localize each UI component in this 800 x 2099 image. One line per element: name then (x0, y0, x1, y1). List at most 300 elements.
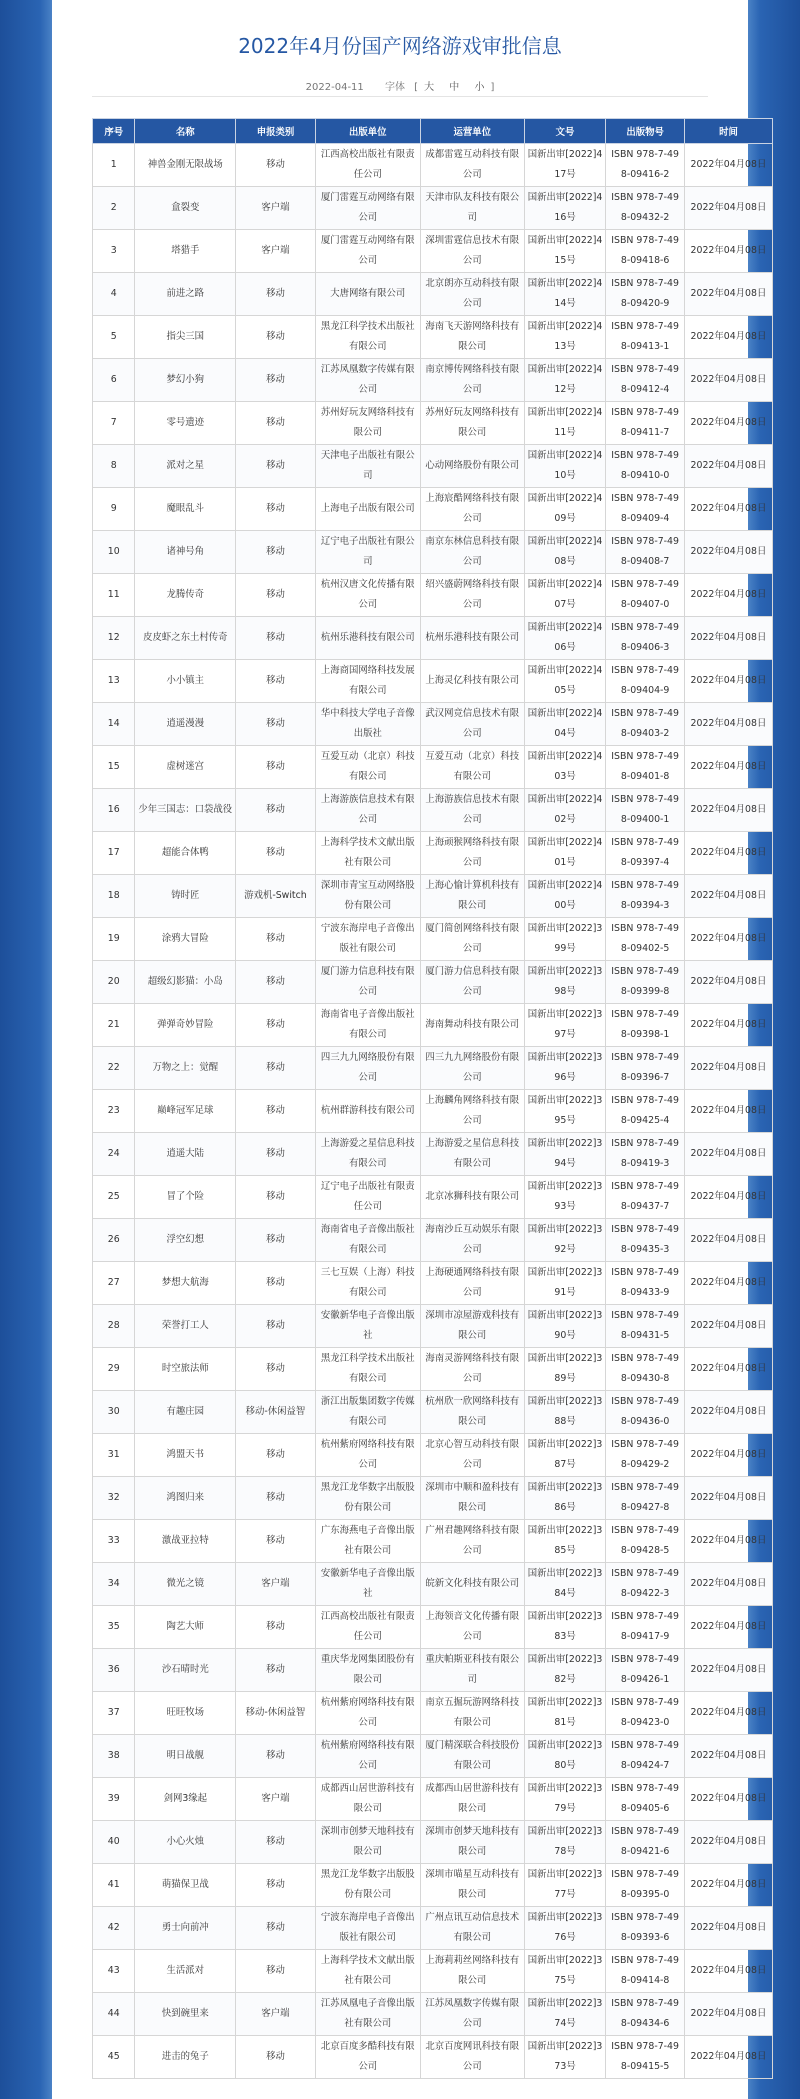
cell-date: 2022年04月08日 (684, 359, 772, 402)
cell-date: 2022年04月08日 (684, 1821, 772, 1864)
cell-doc-no: 国新出审[2022]382号 (524, 1649, 606, 1692)
cell-publisher: 苏州好玩友网络科技有限公司 (315, 402, 420, 445)
cell-name: 进击的兔子 (135, 2036, 236, 2079)
cell-doc-no: 国新出审[2022]379号 (524, 1778, 606, 1821)
cell-publisher: 上海游爱之星信息科技有限公司 (315, 1133, 420, 1176)
cell-isbn: ISBN 978-7-498-09415-5 (606, 2036, 685, 2079)
cell-publisher: 广东海燕电子音像出版社有限公司 (315, 1520, 420, 1563)
cell-category: 移动 (236, 402, 316, 445)
cell-operator: 深圳市中顺和盈科技有限公司 (420, 1477, 524, 1520)
cell-publisher: 江苏凤凰电子音像出版社有限公司 (315, 1993, 420, 2036)
cell-name: 激战亚拉特 (135, 1520, 236, 1563)
cell-category: 移动 (236, 1520, 316, 1563)
cell-index: 26 (93, 1219, 135, 1262)
cell-index: 28 (93, 1305, 135, 1348)
table-row (93, 1434, 773, 1477)
cell-category: 客户端 (236, 230, 316, 273)
cell-publisher: 辽宁电子出版社有限公司 (315, 531, 420, 574)
cell-index: 6 (93, 359, 135, 402)
cell-isbn: ISBN 978-7-498-09421-6 (606, 1821, 685, 1864)
cell-date: 2022年04月08日 (684, 1778, 772, 1821)
cell-category: 移动-休闲益智 (236, 1692, 316, 1735)
table-row (93, 1606, 773, 1649)
font-size-medium-button[interactable]: 中 (449, 82, 460, 93)
cell-name: 涂鸦大冒险 (135, 918, 236, 961)
cell-date: 2022年04月08日 (684, 1606, 772, 1649)
cell-doc-no: 国新出审[2022]385号 (524, 1520, 606, 1563)
cell-category: 移动 (236, 316, 316, 359)
column-header-category: 申报类别 (236, 119, 316, 144)
cell-operator: 江苏凤凰数字传媒有限公司 (420, 1993, 524, 2036)
cell-index: 38 (93, 1735, 135, 1778)
cell-category: 移动 (236, 359, 316, 402)
cell-index: 25 (93, 1176, 135, 1219)
cell-operator: 杭州乐港科技有限公司 (420, 617, 524, 660)
table-row (93, 832, 773, 875)
cell-doc-no: 国新出审[2022]411号 (524, 402, 606, 445)
cell-index: 14 (93, 703, 135, 746)
cell-index: 1 (93, 144, 135, 187)
cell-index: 2 (93, 187, 135, 230)
table-row (93, 1950, 773, 1993)
cell-publisher: 安徽新华电子音像出版社 (315, 1305, 420, 1348)
cell-doc-no: 国新出审[2022]393号 (524, 1176, 606, 1219)
cell-operator: 北京冰狮科技有限公司 (420, 1176, 524, 1219)
cell-publisher: 杭州紫府网络科技有限公司 (315, 1434, 420, 1477)
cell-index: 34 (93, 1563, 135, 1606)
cell-isbn: ISBN 978-7-498-09409-4 (606, 488, 685, 531)
cell-doc-no: 国新出审[2022]413号 (524, 316, 606, 359)
table-row (93, 746, 773, 789)
cell-publisher: 江西高校出版社有限责任公司 (315, 144, 420, 187)
cell-index: 21 (93, 1004, 135, 1047)
cell-doc-no: 国新出审[2022]387号 (524, 1434, 606, 1477)
cell-index: 43 (93, 1950, 135, 1993)
cell-publisher: 杭州群游科技有限公司 (315, 1090, 420, 1133)
table-row (93, 703, 773, 746)
cell-date: 2022年04月08日 (684, 1434, 772, 1477)
cell-name: 前进之路 (135, 273, 236, 316)
cell-isbn: ISBN 978-7-498-09412-4 (606, 359, 685, 402)
cell-isbn: ISBN 978-7-498-09405-6 (606, 1778, 685, 1821)
table-row (93, 316, 773, 359)
cell-index: 20 (93, 961, 135, 1004)
cell-category: 移动 (236, 617, 316, 660)
cell-category: 移动 (236, 1219, 316, 1262)
table-row (93, 1219, 773, 1262)
cell-index: 4 (93, 273, 135, 316)
font-size-label: 字体 (384, 82, 405, 93)
cell-operator: 上海莉莉丝网络科技有限公司 (420, 1950, 524, 1993)
cell-isbn: ISBN 978-7-498-09401-8 (606, 746, 685, 789)
table-row (93, 445, 773, 488)
table-row (93, 1004, 773, 1047)
cell-operator: 厦门简创网络科技有限公司 (420, 918, 524, 961)
cell-publisher: 安徽新华电子音像出版社 (315, 1563, 420, 1606)
cell-category: 移动 (236, 918, 316, 961)
cell-category: 移动 (236, 273, 316, 316)
cell-publisher: 上海科学技术文献出版社有限公司 (315, 1950, 420, 1993)
cell-name: 诸神号角 (135, 531, 236, 574)
cell-publisher: 杭州汉唐文化传播有限公司 (315, 574, 420, 617)
cell-category: 移动 (236, 1649, 316, 1692)
cell-isbn: ISBN 978-7-498-09420-9 (606, 273, 685, 316)
cell-index: 40 (93, 1821, 135, 1864)
cell-index: 32 (93, 1477, 135, 1520)
cell-publisher: 上海科学技术文献出版社有限公司 (315, 832, 420, 875)
cell-category: 客户端 (236, 1563, 316, 1606)
cell-category: 游戏机-Switch (236, 875, 316, 918)
cell-operator: 上海麟角网络科技有限公司 (420, 1090, 524, 1133)
cell-doc-no: 国新出审[2022]405号 (524, 660, 606, 703)
cell-date: 2022年04月08日 (684, 746, 772, 789)
table-row (93, 789, 773, 832)
cell-isbn: ISBN 978-7-498-09413-1 (606, 316, 685, 359)
cell-publisher: 黑龙江科学技术出版社有限公司 (315, 316, 420, 359)
cell-publisher: 上海商国网络科技发展有限公司 (315, 660, 420, 703)
cell-operator: 心动网络股份有限公司 (420, 445, 524, 488)
cell-isbn: ISBN 978-7-498-09403-2 (606, 703, 685, 746)
cell-category: 移动 (236, 1907, 316, 1950)
cell-doc-no: 国新出审[2022]377号 (524, 1864, 606, 1907)
table-row (93, 1047, 773, 1090)
cell-category: 移动 (236, 1305, 316, 1348)
cell-category: 移动-休闲益智 (236, 1391, 316, 1434)
table-row (93, 1090, 773, 1133)
cell-doc-no: 国新出审[2022]391号 (524, 1262, 606, 1305)
cell-name: 少年三国志：口袋战役 (135, 789, 236, 832)
cell-doc-no: 国新出审[2022]398号 (524, 961, 606, 1004)
cell-date: 2022年04月08日 (684, 1133, 772, 1176)
cell-isbn: ISBN 978-7-498-09399-8 (606, 961, 685, 1004)
cell-category: 移动 (236, 832, 316, 875)
cell-isbn: ISBN 978-7-498-09394-3 (606, 875, 685, 918)
cell-date: 2022年04月08日 (684, 703, 772, 746)
cell-name: 梦幻小狗 (135, 359, 236, 402)
cell-name: 生活派对 (135, 1950, 236, 1993)
cell-index: 15 (93, 746, 135, 789)
cell-doc-no: 国新出审[2022]396号 (524, 1047, 606, 1090)
cell-date: 2022年04月08日 (684, 445, 772, 488)
cell-operator: 上海心愉计算机科技有限公司 (420, 875, 524, 918)
cell-publisher: 厦门雷霆互动网络有限公司 (315, 230, 420, 273)
cell-name: 逍遥漫漫 (135, 703, 236, 746)
cell-date: 2022年04月08日 (684, 875, 772, 918)
cell-category: 移动 (236, 1262, 316, 1305)
cell-date: 2022年04月08日 (684, 1348, 772, 1391)
cell-date: 2022年04月08日 (684, 1391, 772, 1434)
column-header-doc-no: 文号 (524, 119, 606, 144)
cell-category: 移动 (236, 1864, 316, 1907)
cell-doc-no: 国新出审[2022]408号 (524, 531, 606, 574)
cell-operator: 广州君趣网络科技有限公司 (420, 1520, 524, 1563)
cell-name: 微光之镜 (135, 1563, 236, 1606)
cell-category: 移动 (236, 1434, 316, 1477)
cell-doc-no: 国新出审[2022]412号 (524, 359, 606, 402)
cell-isbn: ISBN 978-7-498-09408-7 (606, 531, 685, 574)
cell-operator: 绍兴盛蔚网络科技有限公司 (420, 574, 524, 617)
cell-date: 2022年04月08日 (684, 1219, 772, 1262)
cell-name: 小心火烛 (135, 1821, 236, 1864)
cell-publisher: 成都西山居世游科技有限公司 (315, 1778, 420, 1821)
table-row (93, 1477, 773, 1520)
cell-operator: 海南舞动科技有限公司 (420, 1004, 524, 1047)
cell-category: 移动 (236, 703, 316, 746)
cell-name: 超能合体鸭 (135, 832, 236, 875)
cell-index: 42 (93, 1907, 135, 1950)
cell-publisher: 四三九九网络股份有限公司 (315, 1047, 420, 1090)
cell-operator: 上海游族信息技术有限公司 (420, 789, 524, 832)
cell-date: 2022年04月08日 (684, 1950, 772, 1993)
publish-date: 2022-04-11 (305, 82, 364, 93)
cell-publisher: 厦门雷霆互动网络有限公司 (315, 187, 420, 230)
approval-table (92, 118, 773, 2079)
cell-index: 7 (93, 402, 135, 445)
cell-date: 2022年04月08日 (684, 1305, 772, 1348)
cell-isbn: ISBN 978-7-498-09418-6 (606, 230, 685, 273)
table-row (93, 1735, 773, 1778)
cell-doc-no: 国新出审[2022]394号 (524, 1133, 606, 1176)
table-row (93, 1262, 773, 1305)
cell-isbn: ISBN 978-7-498-09426-1 (606, 1649, 685, 1692)
cell-date: 2022年04月08日 (684, 1520, 772, 1563)
cell-operator: 北京心智互动科技有限公司 (420, 1434, 524, 1477)
page-title: 2022年4月份国产网络游戏审批信息 (238, 34, 562, 58)
cell-category: 移动 (236, 531, 316, 574)
cell-index: 33 (93, 1520, 135, 1563)
cell-publisher: 浙江出版集团数字传媒有限公司 (315, 1391, 420, 1434)
table-row (93, 1778, 773, 1821)
cell-publisher: 宁波东海岸电子音像出版社有限公司 (315, 918, 420, 961)
cell-publisher: 重庆华龙网集团股份有限公司 (315, 1649, 420, 1692)
cell-category: 客户端 (236, 1778, 316, 1821)
cell-doc-no: 国新出审[2022]374号 (524, 1993, 606, 2036)
cell-category: 移动 (236, 1004, 316, 1047)
cell-date: 2022年04月08日 (684, 1477, 772, 1520)
cell-name: 魔眼乱斗 (135, 488, 236, 531)
cell-name: 指尖三国 (135, 316, 236, 359)
table-row (93, 531, 773, 574)
cell-date: 2022年04月08日 (684, 1993, 772, 2036)
cell-operator: 深圳雷霆信息技术有限公司 (420, 230, 524, 273)
cell-name: 铸时匠 (135, 875, 236, 918)
cell-publisher: 海南省电子音像出版社有限公司 (315, 1004, 420, 1047)
cell-publisher: 海南省电子音像出版社有限公司 (315, 1219, 420, 1262)
cell-index: 37 (93, 1692, 135, 1735)
font-size-small-button[interactable]: 小 (474, 82, 485, 93)
cell-date: 2022年04月08日 (684, 574, 772, 617)
cell-name: 神兽金刚无限战场 (135, 144, 236, 187)
cell-publisher: 黑龙江龙华数字出版股份有限公司 (315, 1477, 420, 1520)
cell-doc-no: 国新出审[2022]373号 (524, 2036, 606, 2079)
cell-doc-no: 国新出审[2022]401号 (524, 832, 606, 875)
cell-name: 有趣庄园 (135, 1391, 236, 1434)
table-row (93, 1391, 773, 1434)
cell-index: 10 (93, 531, 135, 574)
cell-doc-no: 国新出审[2022]381号 (524, 1692, 606, 1735)
cell-operator: 北京朗亦互动科技有限公司 (420, 273, 524, 316)
cell-isbn: ISBN 978-7-498-09398-1 (606, 1004, 685, 1047)
cell-name: 鸿图归来 (135, 1477, 236, 1520)
cell-operator: 厦门游力信息科技有限公司 (420, 961, 524, 1004)
cell-name: 弹弹奇妙冒险 (135, 1004, 236, 1047)
cell-publisher: 华中科技大学电子音像出版社 (315, 703, 420, 746)
cell-publisher: 杭州紫府网络科技有限公司 (315, 1692, 420, 1735)
cell-index: 29 (93, 1348, 135, 1391)
cell-category: 移动 (236, 1348, 316, 1391)
cell-index: 18 (93, 875, 135, 918)
cell-category: 移动 (236, 1950, 316, 1993)
cell-publisher: 江苏凤凰数字传媒有限公司 (315, 359, 420, 402)
cell-doc-no: 国新出审[2022]386号 (524, 1477, 606, 1520)
cell-name: 小小镇主 (135, 660, 236, 703)
cell-date: 2022年04月08日 (684, 1907, 772, 1950)
font-size-control: 字体 [ 大 中 小 ] (384, 82, 495, 93)
cell-name: 快到碗里来 (135, 1993, 236, 2036)
cell-doc-no: 国新出审[2022]414号 (524, 273, 606, 316)
cell-operator: 天津市队友科技有限公司 (420, 187, 524, 230)
font-size-large-button[interactable]: 大 (424, 82, 435, 93)
cell-date: 2022年04月08日 (684, 230, 772, 273)
cell-name: 鸿盟天书 (135, 1434, 236, 1477)
cell-operator: 杭州欣一欣网络科技有限公司 (420, 1391, 524, 1434)
cell-index: 5 (93, 316, 135, 359)
table-row (93, 144, 773, 187)
cell-operator: 海南灵游网络科技有限公司 (420, 1348, 524, 1391)
table-row (93, 1993, 773, 2036)
column-header-publisher: 出版单位 (315, 119, 420, 144)
cell-name: 虚树迷宫 (135, 746, 236, 789)
cell-publisher: 深圳市青宝互动网络股份有限公司 (315, 875, 420, 918)
cell-name: 零号遗迹 (135, 402, 236, 445)
cell-operator: 上海灵亿科技有限公司 (420, 660, 524, 703)
cell-isbn: ISBN 978-7-498-09404-9 (606, 660, 685, 703)
cell-index: 44 (93, 1993, 135, 2036)
cell-doc-no: 国新出审[2022]378号 (524, 1821, 606, 1864)
cell-isbn: ISBN 978-7-498-09437-7 (606, 1176, 685, 1219)
cell-operator: 四三九九网络股份有限公司 (420, 1047, 524, 1090)
cell-operator: 南京东林信息科技有限公司 (420, 531, 524, 574)
cell-index: 27 (93, 1262, 135, 1305)
cell-name: 荣誉打工人 (135, 1305, 236, 1348)
cell-name: 万物之上：觉醒 (135, 1047, 236, 1090)
cell-publisher: 深圳市创梦天地科技有限公司 (315, 1821, 420, 1864)
cell-operator: 深圳市创梦天地科技有限公司 (420, 1821, 524, 1864)
cell-category: 移动 (236, 961, 316, 1004)
cell-name: 逍遥大陆 (135, 1133, 236, 1176)
cell-isbn: ISBN 978-7-498-09400-1 (606, 789, 685, 832)
cell-name: 梦想大航海 (135, 1262, 236, 1305)
cell-doc-no: 国新出审[2022]415号 (524, 230, 606, 273)
cell-name: 浮空幻想 (135, 1219, 236, 1262)
cell-isbn: ISBN 978-7-498-09431-5 (606, 1305, 685, 1348)
cell-isbn: ISBN 978-7-498-09410-0 (606, 445, 685, 488)
table-row (93, 1821, 773, 1864)
cell-operator: 广州点讯互动信息技术有限公司 (420, 1907, 524, 1950)
table-row (93, 2036, 773, 2079)
cell-doc-no: 国新出审[2022]375号 (524, 1950, 606, 1993)
cell-index: 13 (93, 660, 135, 703)
cell-name: 陶艺大师 (135, 1606, 236, 1649)
cell-category: 移动 (236, 144, 316, 187)
cell-name: 勇士向前冲 (135, 1907, 236, 1950)
cell-isbn: ISBN 978-7-498-09436-0 (606, 1391, 685, 1434)
cell-index: 8 (93, 445, 135, 488)
table-row (93, 230, 773, 273)
cell-isbn: ISBN 978-7-498-09414-8 (606, 1950, 685, 1993)
cell-name: 剑网3缘起 (135, 1778, 236, 1821)
cell-date: 2022年04月08日 (684, 531, 772, 574)
cell-isbn: ISBN 978-7-498-09406-3 (606, 617, 685, 660)
cell-operator: 苏州好玩友网络科技有限公司 (420, 402, 524, 445)
cell-name: 时空旅法师 (135, 1348, 236, 1391)
cell-doc-no: 国新出审[2022]395号 (524, 1090, 606, 1133)
table-row (93, 1649, 773, 1692)
cell-name: 巅峰冠军足球 (135, 1090, 236, 1133)
cell-operator: 重庆帕斯亚科技有限公司 (420, 1649, 524, 1692)
cell-index: 23 (93, 1090, 135, 1133)
cell-date: 2022年04月08日 (684, 144, 772, 187)
table-row (93, 1692, 773, 1735)
cell-isbn: ISBN 978-7-498-09424-7 (606, 1735, 685, 1778)
cell-operator: 成都雷霆互动科技有限公司 (420, 144, 524, 187)
cell-operator: 南京博传网络科技有限公司 (420, 359, 524, 402)
cell-operator: 深圳市凉屋游戏科技有限公司 (420, 1305, 524, 1348)
cell-operator: 北京百度网讯科技有限公司 (420, 2036, 524, 2079)
cell-date: 2022年04月08日 (684, 488, 772, 531)
cell-doc-no: 国新出审[2022]384号 (524, 1563, 606, 1606)
cell-doc-no: 国新出审[2022]380号 (524, 1735, 606, 1778)
cell-index: 36 (93, 1649, 135, 1692)
cell-doc-no: 国新出审[2022]400号 (524, 875, 606, 918)
cell-isbn: ISBN 978-7-498-09402-5 (606, 918, 685, 961)
cell-date: 2022年04月08日 (684, 187, 772, 230)
cell-index: 17 (93, 832, 135, 875)
cell-doc-no: 国新出审[2022]409号 (524, 488, 606, 531)
cell-name: 龙腾传奇 (135, 574, 236, 617)
cell-publisher: 天津电子出版社有限公司 (315, 445, 420, 488)
table-row (93, 187, 773, 230)
column-header-date: 时间 (684, 119, 772, 144)
cell-publisher: 北京百度多酷科技有限公司 (315, 2036, 420, 2079)
cell-doc-no: 国新出审[2022]397号 (524, 1004, 606, 1047)
table-row (93, 1520, 773, 1563)
cell-isbn: ISBN 978-7-498-09395-0 (606, 1864, 685, 1907)
cell-name: 超级幻影猫：小岛 (135, 961, 236, 1004)
cell-operator: 上海领音文化传播有限公司 (420, 1606, 524, 1649)
cell-isbn: ISBN 978-7-498-09430-8 (606, 1348, 685, 1391)
cell-index: 41 (93, 1864, 135, 1907)
cell-category: 移动 (236, 1047, 316, 1090)
cell-publisher: 黑龙江龙华数字出版股份有限公司 (315, 1864, 420, 1907)
cell-publisher: 杭州紫府网络科技有限公司 (315, 1735, 420, 1778)
cell-date: 2022年04月08日 (684, 617, 772, 660)
cell-date: 2022年04月08日 (684, 2036, 772, 2079)
cell-doc-no: 国新出审[2022]402号 (524, 789, 606, 832)
cell-date: 2022年04月08日 (684, 1735, 772, 1778)
cell-name: 盒裂变 (135, 187, 236, 230)
cell-isbn: ISBN 978-7-498-09397-4 (606, 832, 685, 875)
cell-publisher: 江西高校出版社有限责任公司 (315, 1606, 420, 1649)
cell-index: 11 (93, 574, 135, 617)
cell-date: 2022年04月08日 (684, 273, 772, 316)
table-row (93, 273, 773, 316)
column-header-index: 序号 (93, 119, 135, 144)
table-row (93, 961, 773, 1004)
table-header-row (93, 119, 773, 144)
cell-category: 移动 (236, 574, 316, 617)
cell-date: 2022年04月08日 (684, 1563, 772, 1606)
